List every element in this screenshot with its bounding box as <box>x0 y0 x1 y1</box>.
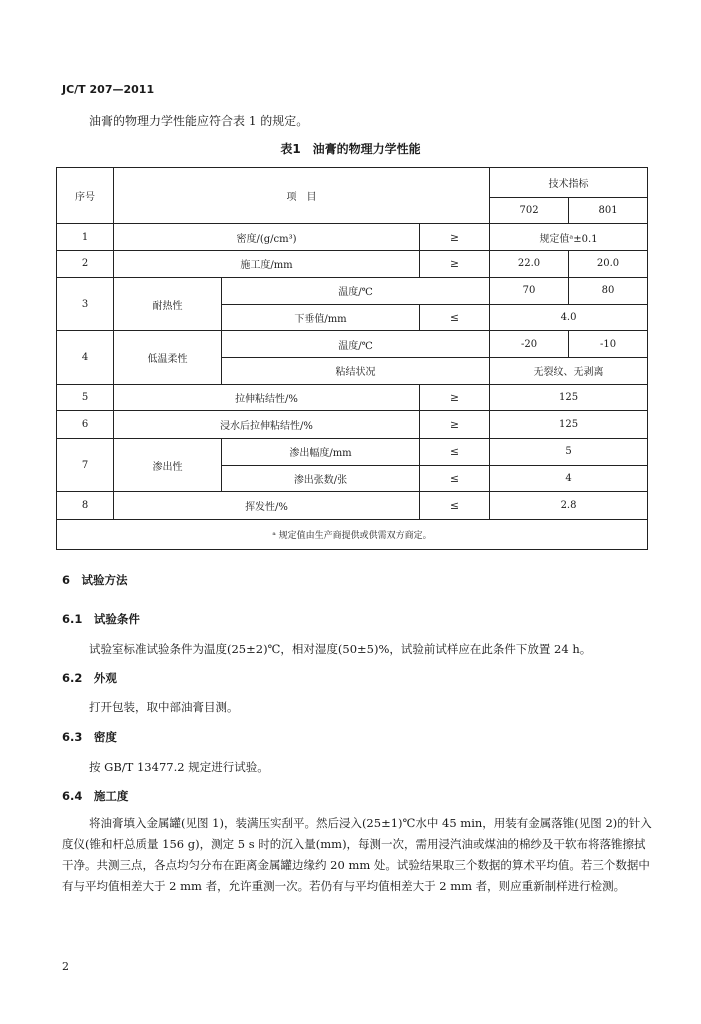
table-row <box>57 492 648 520</box>
header-no: 序号 <box>57 168 114 224</box>
row-value: 2.8 <box>490 492 648 520</box>
row-group: 耐热性 <box>114 277 222 330</box>
table-row <box>57 411 648 439</box>
row-symbol: ≥ <box>420 251 490 278</box>
row-value-801: 80 <box>569 277 648 304</box>
row-value: 规定值ᵃ±0.1 <box>490 224 648 251</box>
row-no: 3 <box>57 277 114 330</box>
table-row <box>57 224 648 251</box>
intro-text: 油膏的物理力学性能应符合表 1 的规定。 <box>89 114 309 128</box>
row-value: 125 <box>490 384 648 411</box>
row-no: 2 <box>57 251 114 278</box>
row-value: 无裂纹、无剥离 <box>490 357 648 384</box>
table-row <box>57 331 648 358</box>
section-6-heading: 6 试验方法 <box>62 573 128 587</box>
row-item: 浸水后拉伸粘结性/% <box>114 411 420 439</box>
row-group: 渗出性 <box>114 438 222 491</box>
row-sub-item: 下垂值/mm <box>222 304 420 331</box>
row-no: 4 <box>57 331 114 384</box>
section-6-3-heading: 6.3 密度 <box>62 730 117 744</box>
row-no: 1 <box>57 224 114 251</box>
properties-table <box>56 167 648 550</box>
row-symbol: ≤ <box>420 304 490 331</box>
row-no: 8 <box>57 492 114 520</box>
section-6-2-text: 打开包装，取中部油膏目测。 <box>89 700 239 714</box>
header-702: 702 <box>490 197 569 224</box>
section-6-2-heading: 6.2 外观 <box>62 671 117 685</box>
table-caption: 表1 油膏的物理力学性能 <box>280 142 421 156</box>
row-item: 密度/(g/cm³) <box>114 224 420 251</box>
row-group: 低温柔性 <box>114 331 222 384</box>
table-row <box>57 251 648 278</box>
row-value: 5 <box>490 438 648 465</box>
row-symbol: ≥ <box>420 224 490 251</box>
row-value: 125 <box>490 411 648 439</box>
section-6-1-text: 试验室标准试验条件为温度(25±2)℃，相对湿度(50±5)%，试验前试样应在此条件下放置 24 h。 <box>89 642 592 656</box>
row-sub-item: 渗出幅度/mm <box>222 438 420 465</box>
row-no: 7 <box>57 438 114 491</box>
row-item: 拉伸粘结性/% <box>114 384 420 411</box>
table-row <box>57 277 648 304</box>
section-6-3-text: 按 GB/T 13477.2 规定进行试验。 <box>89 760 269 774</box>
row-value-801: -10 <box>569 331 648 358</box>
header-spec: 技术指标 <box>490 168 648 198</box>
row-symbol: ≥ <box>420 384 490 411</box>
row-item: 挥发性/% <box>114 492 420 520</box>
row-symbol: ≤ <box>420 465 490 492</box>
row-symbol: ≥ <box>420 411 490 439</box>
row-symbol: ≤ <box>420 438 490 465</box>
table-footnote: ᵃ 规定值由生产商提供或供需双方商定。 <box>57 520 648 550</box>
row-value-801: 20.0 <box>569 251 648 278</box>
section-6-4-text: 将油膏填入金属罐(见图 1)，装满压实刮平。然后浸入(25±1)℃水中 45 min，用装有金属落锥(见图 2)的针入度仪(锥和杆总质量 156 g)，测定 5 s 时的沉入量(mm)，每测一次，需用浸汽油或煤油的棉纱及干软布将落锥擦拭干净。共测三点，各点均匀分布在距离金属罐边缘约 20 mm 处。试验结果取三个数据的算术平均值。若三个数据中有与平均值相差大于 2 mm 者，允许重测一次。若仍有与平均值相差大于 2 mm 者，则应重新制样进行检测。 <box>62 816 652 893</box>
row-value-702: -20 <box>490 331 569 358</box>
section-6-1-heading: 6.1 试验条件 <box>62 612 140 626</box>
page-number: 2 <box>62 960 69 973</box>
row-no: 5 <box>57 384 114 411</box>
section-6-4-heading: 6.4 施工度 <box>62 789 129 803</box>
row-item: 施工度/mm <box>114 251 420 278</box>
row-symbol: ≤ <box>420 492 490 520</box>
header-801: 801 <box>569 197 648 224</box>
row-value-702: 70 <box>490 277 569 304</box>
row-value: 4.0 <box>490 304 648 331</box>
row-no: 6 <box>57 411 114 439</box>
table-row <box>57 384 648 411</box>
document-code: JC/T 207—2011 <box>62 83 155 96</box>
row-sub-item: 温度/℃ <box>222 277 490 304</box>
row-value: 4 <box>490 465 648 492</box>
row-value-702: 22.0 <box>490 251 569 278</box>
row-sub-item: 粘结状况 <box>222 357 490 384</box>
table-row <box>57 438 648 465</box>
row-sub-item: 渗出张数/张 <box>222 465 420 492</box>
header-item: 项 目 <box>114 168 490 224</box>
row-sub-item: 温度/℃ <box>222 331 490 358</box>
